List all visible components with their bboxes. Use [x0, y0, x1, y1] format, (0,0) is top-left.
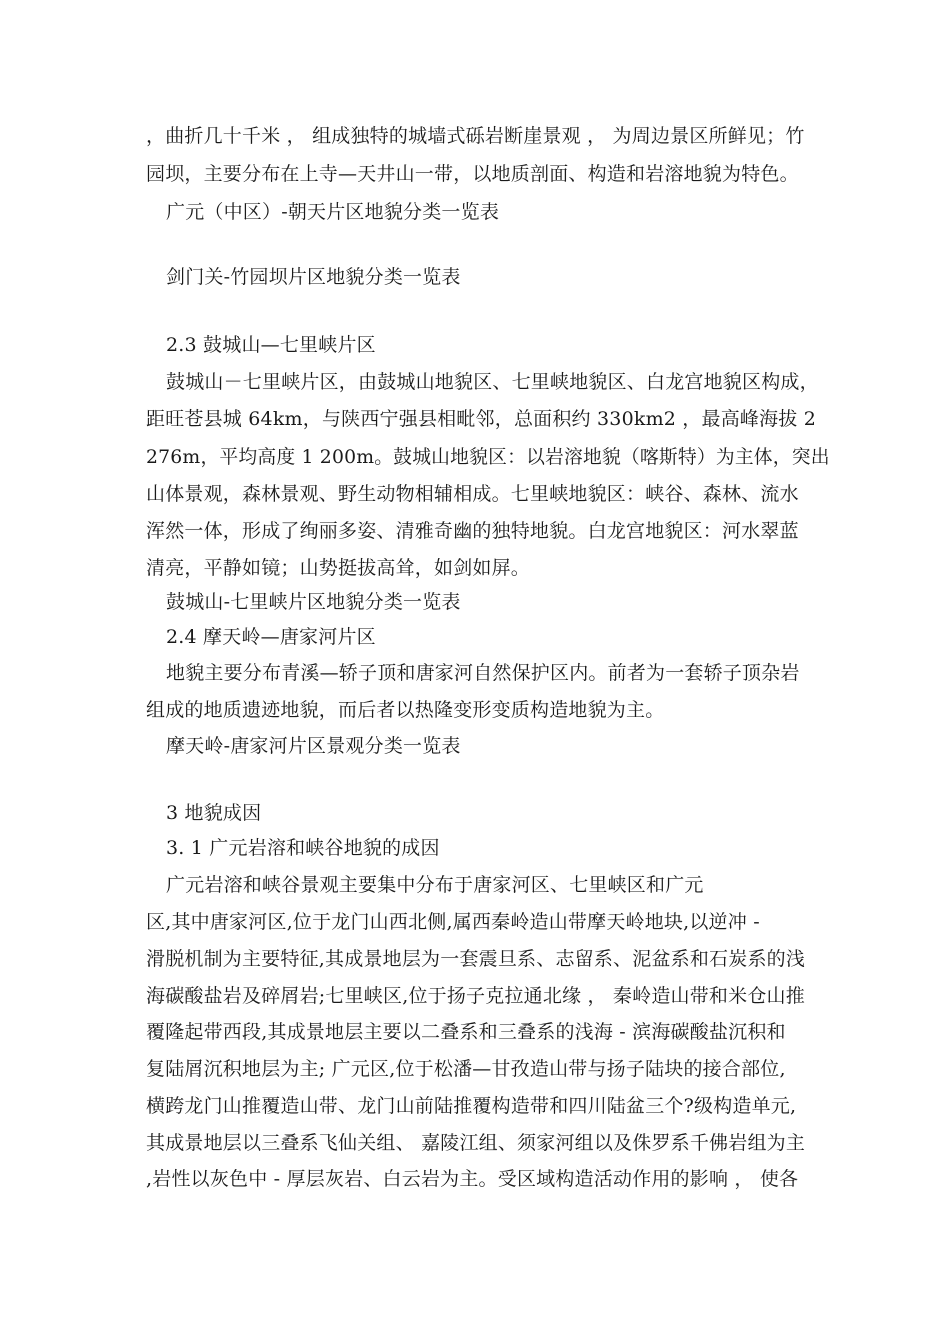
- section-heading: 3 地貌成因: [166, 802, 262, 824]
- text-line: 浑然一体，形成了绚丽多姿、清雅奇幽的独特地貌。白龙宫地貌区：河水翠蓝: [146, 520, 799, 542]
- text-line: ，曲折几十千米 ， 组成独特的城墙式砾岩断崖景观 ， 为周边景区所鲜见；竹: [146, 125, 805, 147]
- text-line: 其成景地层以三叠系飞仙关组、 嘉陵江组、须家河组以及侏罗系千佛岩组为主: [146, 1132, 806, 1154]
- text-line: 清亮，平静如镜；山势挺拔高耸，如剑如屏。: [146, 557, 531, 579]
- table-caption: 剑门关-竹园坝片区地貌分类一览表: [166, 266, 461, 288]
- text-line: 276m，平均高度 1 200m。鼓城山地貌区：以岩溶地貌（喀斯特）为主体，突出: [146, 446, 830, 468]
- text-line: ,岩性以灰色中 - 厚层灰岩、白云岩为主。受区域构造活动作用的影响 ， 使各: [146, 1168, 799, 1190]
- text-line: 区,其中唐家河区,位于龙门山西北侧,属西秦岭造山带摩天岭地块,以逆冲 -: [146, 911, 760, 933]
- section-heading: 2.4 摩天岭—唐家河片区: [166, 626, 376, 648]
- text-line: 距旺苍县城 64km，与陕西宁强县相毗邻，总面积约 330km2 ，最高峰海拔 2: [146, 408, 817, 430]
- text-line: 横跨龙门山推覆造山带、龙门山前陆推覆构造带和四川陆盆三个?级构造单元,: [146, 1095, 797, 1117]
- text-line: 海碳酸盐岩及碎屑岩;七里峡区,位于扬子克拉通北缘 ， 秦岭造山带和米仓山推: [146, 985, 805, 1007]
- text-line: 鼓城山－七里峡片区，由鼓城山地貌区、七里峡地貌区、白龙宫地貌区构成，: [166, 371, 819, 393]
- text-line: 地貌主要分布青溪—轿子顶和唐家河自然保护区内。前者为一套轿子顶杂岩: [166, 662, 800, 684]
- text-line: 山体景观，森林景观、野生动物相辅相成。七里峡地貌区：峡谷、森林、流水: [146, 483, 799, 505]
- text-line: 复陆屑沉积地层为主; 广元区,位于松潘—甘孜造山带与扬子陆块的接合部位,: [146, 1058, 786, 1080]
- text-line: 组成的地质遗迹地貌，而后者以热隆变形变质构造地貌为主。: [146, 699, 665, 721]
- section-heading: 3. 1 广元岩溶和峡谷地貌的成因: [166, 837, 440, 859]
- text-line: 覆隆起带西段,其成景地层主要以二叠系和三叠系的浅海 - 滨海碳酸盐沉积和: [146, 1021, 786, 1043]
- text-line: 滑脱机制为主要特征,其成景地层为一套震旦系、志留系、泥盆系和石炭系的浅: [146, 948, 806, 970]
- table-caption: 摩天岭-唐家河片区景观分类一览表: [166, 735, 461, 757]
- text-line: 广元岩溶和峡谷景观主要集中分布于唐家河区、七里峡区和广元: [166, 874, 704, 896]
- section-heading: 2.3 鼓城山—七里峡片区: [166, 334, 376, 356]
- table-caption: 广元（中区）-朝天片区地貌分类一览表: [166, 201, 500, 223]
- text-line: 园坝，主要分布在上寺—天井山一带，以地质剖面、构造和岩溶地貌为特色。: [146, 163, 799, 185]
- table-caption: 鼓城山-七里峡片区地貌分类一览表: [166, 591, 461, 613]
